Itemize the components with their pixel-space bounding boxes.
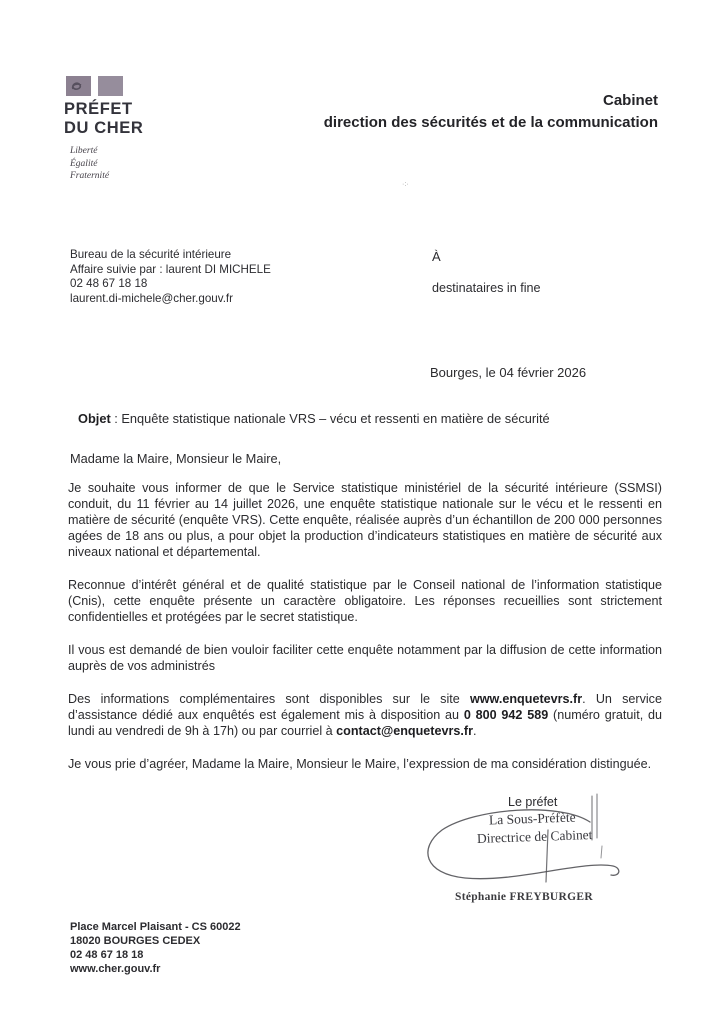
agency-name: [64, 100, 224, 138]
p4-text-2: . Un service d’assistance dédié aux enquêtés est également mis à disposition au: [68, 692, 662, 722]
closing-formula: Je vous prie d’agréer, Madame la Maire, Monsieur le Maire, l’expression de ma considération distinguée.: [68, 757, 652, 771]
service-direction: direction des sécurités et de la communication: [323, 114, 658, 131]
signer-name: Stéphanie FREYBURGER: [455, 891, 593, 903]
motto-liberte: Liberté: [70, 146, 98, 156]
scan-artifact: ·:·: [402, 181, 409, 188]
letter-body: [68, 480, 662, 789]
stamp-title-line1: La Sous-Préfète: [488, 809, 576, 828]
footer-city: 18020 BOURGES CEDEX: [70, 935, 201, 947]
footer-phone: 02 48 67 18 18: [70, 949, 144, 961]
p4-text-4: .: [473, 724, 477, 738]
paragraph-1: Je souhaite vous informer de que le Service statistique ministériel de la sécurité intérieure (SSMSI) conduit, du 11 février au 14 juillet 2026, une enquête statistique nationale sur le vécu et le ressenti en matière de sécurité (enquête VRS). Cette enquête, réalisée auprès d’un échantillon de 200 000 personnes agées de 18 ans ou plus, a pour objet la production d’indicateurs statistiques en matière de sécurité aux niveaux national et départemental.: [68, 481, 662, 559]
subject-text: : Enquête statistique nationale VRS – vécu et ressenti en matière de sécurité: [110, 411, 550, 426]
signature-printed-title: Le préfet: [508, 795, 558, 809]
prefecture-logo: [64, 76, 224, 183]
footer-street: Place Marcel Plaisant - CS 60022: [70, 921, 241, 933]
paragraph-4: [68, 691, 662, 739]
subject-line: [78, 411, 550, 426]
paragraph-3: Il vous est demandé de bien vouloir faciliter cette enquête notamment par la diffusion de cette information auprès de vos administrés: [68, 643, 662, 673]
salutation: Madame la Maire, Monsieur le Maire,: [70, 451, 282, 466]
p4-website: www.enquetevrs.fr: [469, 692, 583, 706]
p4-text-1: Des informations complémentaires sont disponibles sur le site: [68, 692, 470, 706]
paragraph-2: Reconnue d’intérêt général et de qualité statistique par le Conseil national de l’information statistique (Cnis), cette enquête présente un caractère obligatoire. Les réponses recueillies sont strictement confidentielles et protégées par le secret statistique.: [68, 578, 662, 624]
recipient-name: destinataires in fine: [432, 281, 541, 295]
republic-motto: [70, 145, 224, 183]
sender-email: laurent.di-michele@cher.gouv.fr: [70, 291, 233, 305]
p4-text-3: (numéro gratuit, du lundi au vendredi de 9h à 17h) ou par courriel à: [68, 708, 662, 738]
motto-fraternite: Fraternité: [70, 171, 110, 181]
issuing-service: [324, 90, 658, 134]
motto-egalite: Égalité: [70, 158, 98, 169]
sender-bureau: Bureau de la sécurité intérieure: [70, 248, 232, 261]
service-cabinet: Cabinet: [602, 92, 658, 109]
sender-phone: 02 48 67 18 18: [70, 277, 148, 291]
p4-phone: 0 800 942 589: [463, 708, 549, 722]
marianne-flag-icon: [66, 76, 91, 96]
agency-line2: DU CHER: [64, 119, 144, 137]
subject-label: Objet: [78, 411, 111, 426]
agency-line1: PRÉFET: [64, 100, 133, 118]
recipient-to-label: À: [432, 249, 441, 264]
sender-contact-block: [70, 248, 271, 306]
marianne-squiggle-icon: [68, 78, 89, 94]
stamp-title-line2: Directrice de Cabinet: [476, 826, 593, 847]
place-and-date: Bourges, le 04 février 2026: [430, 365, 587, 380]
flag-blocks: [66, 76, 224, 96]
flag-block-icon: [98, 76, 123, 96]
footer-website: www.cher.gouv.fr: [70, 963, 161, 975]
p4-email: contact@enquetevrs.fr: [336, 724, 474, 738]
sender-handler: Affaire suivie par : laurent DI MICHELE: [70, 262, 271, 276]
footer-address-block: [70, 920, 241, 976]
